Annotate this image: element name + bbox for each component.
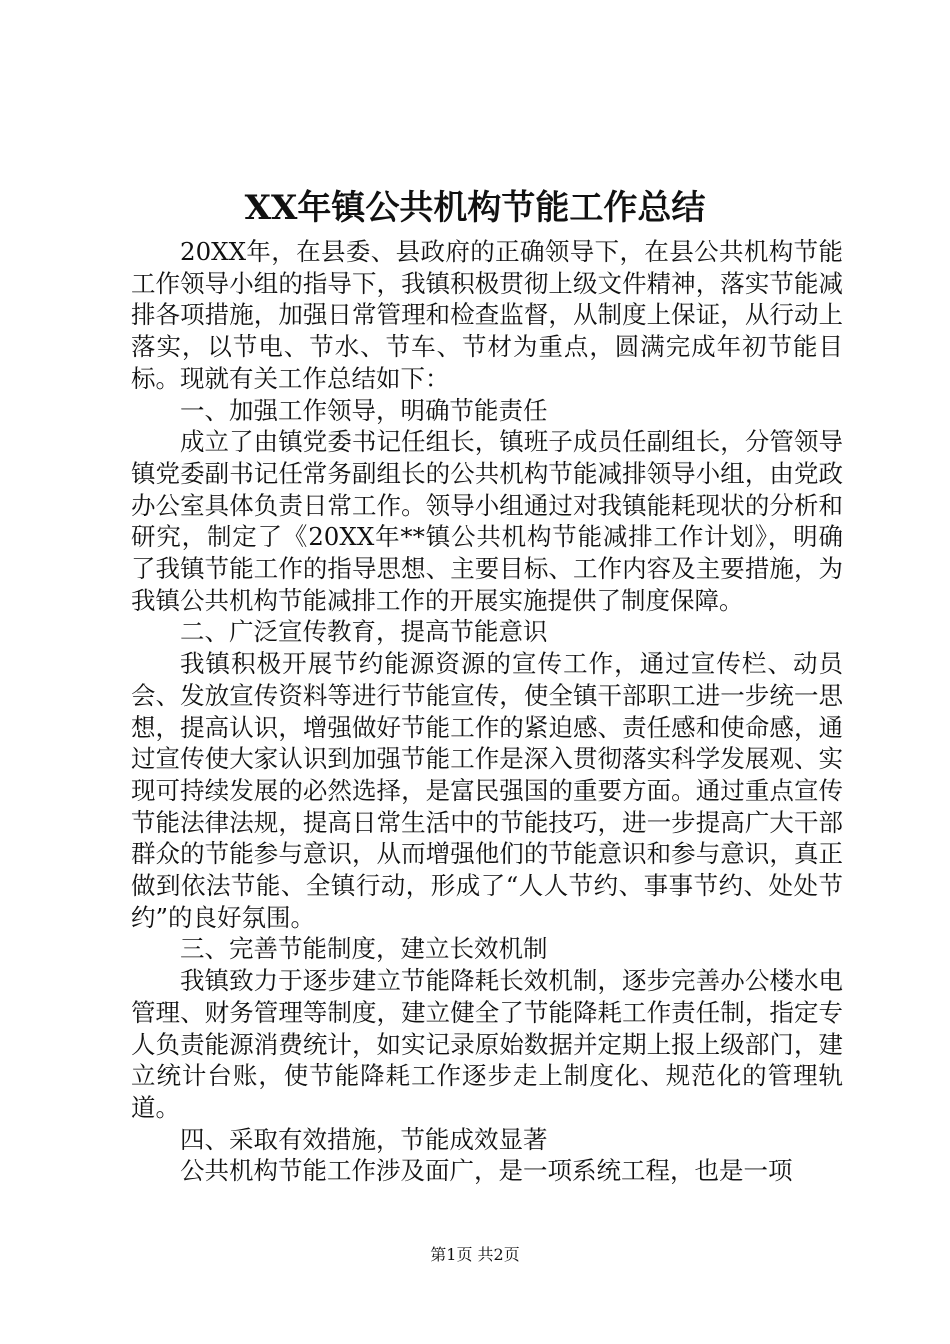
paragraph-section-3: 我镇致力于逐步建立节能降耗长效机制，逐步完善办公楼水电管理、财务管理等制度，建立健全了节能降耗工作责任制，指定专人负责能源消费统计，如实记录原始数据并定期上报上级部门，建立统计台账，使节能降耗工作逐步走上制度化、规范化的管理轨道。 xyxy=(131,966,843,1122)
paragraph-intro: 20XX年，在县委、县政府的正确领导下，在县公共机构节能工作领导小组的指导下，我镇积极贯彻上级文件精神，落实节能减排各项措施，加强日常管理和检查监督，从制度上保证，从行动上落实，以节电、节水、节车、节材为重点，圆满完成年初节能目标。现就有关工作总结如下： xyxy=(131,237,843,393)
section-heading-4: 四、采取有效措施，节能成效显著 xyxy=(180,1124,548,1154)
section-heading-2: 二、广泛宣传教育，提高节能意识 xyxy=(180,617,548,647)
document-body xyxy=(131,236,843,1187)
paragraph-section-2: 我镇积极开展节约能源资源的宣传工作，通过宣传栏、动员会、发放宣传资料等进行节能宣传，使全镇干部职工进一步统一思想，提高认识，增强做好节能工作的紧迫感、责任感和使命感，通过宣传使大家认识到加强节能工作是深入贯彻落实科学发展观、实现可持续发展的必然选择，是富民强国的重要方面。通过重点宣传节能法律法规，提高日常生活中的节能技巧，进一步提高广大干部群众的节能参与意识，从而增强他们的节能意识和参与意识，真正做到依法节能、全镇行动，形成了“人人节约、事事节约、处处节约”的良好氛围。 xyxy=(131,649,843,932)
paragraph-section-4: 公共机构节能工作涉及面广，是一项系统工程，也是一项 xyxy=(180,1156,793,1186)
section-heading-1: 一、加强工作领导，明确节能责任 xyxy=(180,395,548,425)
paragraph-section-1: 成立了由镇党委书记任组长，镇班子成员任副组长，分管领导镇党委副书记任常务副组长的公共机构节能减排领导小组，由党政办公室具体负责日常工作。领导小组通过对我镇能耗现状的分析和研究，制定了《20XX年**镇公共机构节能减排工作计划》，明确了我镇节能工作的指导思想、主要目标、工作内容及主要措施，为我镇公共机构节能减排工作的开展实施提供了制度保障。 xyxy=(131,427,843,615)
page-footer: 第1页 共2页 xyxy=(430,1245,520,1264)
section-heading-3: 三、完善节能制度，建立长效机制 xyxy=(180,934,548,964)
document-title: XX年镇公共机构节能工作总结 xyxy=(244,188,706,228)
